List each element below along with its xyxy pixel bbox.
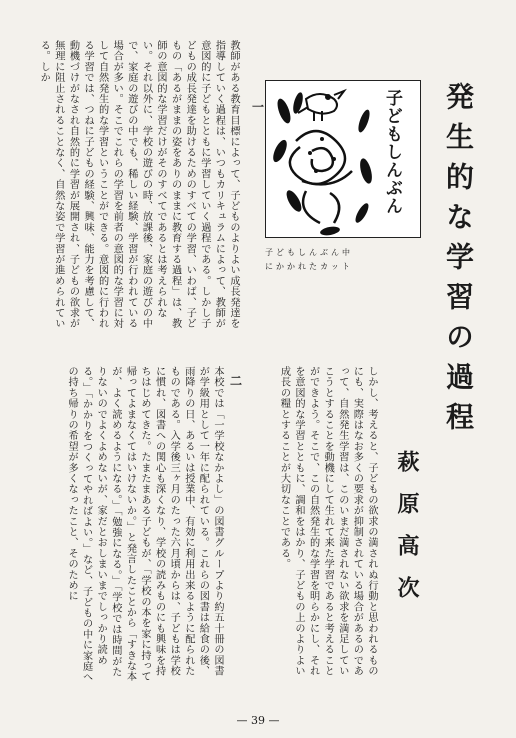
caption-line-1: 子どもしんぶん中 [265, 248, 353, 257]
page-number: — 39 — [236, 714, 280, 727]
caption-line-2: にかかれたカット [265, 262, 353, 271]
body-text-right-column: しかし、考えると、子どもの欲求の満されぬ行動と思われるものにも、実際はなお多くの要求が抑制されている場合があるのであって、自然発生学習は、このいまだ満されない欲求を満足していこうとすることを動機にして生れて来た学習であると考えることができよう。そこで、この自然発生的な学習を明らかにし、それを意図的な学習とともに、調和をはかり、子どもの上のよりよい成長の糧とすることが大切なことである。 [278, 366, 377, 677]
body-text-section-one: 教師がある教育目標によって、子どものよりよい成長発達を指導していく過程は、いつもカリキュラムによって、教師が意図的に子どもとともに学習していく過程である。しかし子どもの成長発達を助けるためのすべての学習、いわば、子どもの「あるがままの姿をありのままに教育する過程」は、教師の意図的な学習だけがそのすべてであるとは考えられない。それ以外に、学校の遊びの時、放課後、家庭の遊びの中で、家庭の遊びの中でも、稀しい経験、学習が行われている場合が多い。そこでこれらの学習を前者の意図的な学習に対して自然発生的な学習ということができる。意図的に行われる学習では、つねに子どもの経験、興味、能力を考慮して、動機づけがなされ自然的に学習が展開され、子どもの欲求が無理に阻止されることなく、自然な姿で学習が進められている。しか [38, 40, 239, 329]
section-marker-two: 二 [230, 374, 243, 388]
body-text-section-two: 本校では「一学校なかよし」の図書グループより約五十冊の図書が学級用として一年に配られている。これらの図書は給食の後、雨降りの日、あるいは授業中、有効に利用出来るように配られたものである。入学後三ヶ月のたった六月頃からは、子どもは学校に慣れ、図書への関心も深くなり、学校の読みものにも興味を持ちはじめてきた。たまたまある子どもが、「学校の本を家に持って帰ってよまなくてはいけないか。」と発言したことから「すきな本が、よく読めるようになる。」「勉強になる。」「学校では時間がたりないのでよくよめないが、家だとおしまいまでしっかり読める。」「かかりをつくってやればよい。」など、子どもの中に家庭への持ち帰りの希望が多くなったこと、そのために [66, 366, 223, 683]
kodomo-shinbun-logo: 子どもしんぶん [382, 89, 402, 215]
article-title: 発生的な学習の過程 [442, 82, 475, 442]
author-name: 萩原高次 [394, 450, 420, 618]
illustration-box [265, 80, 421, 238]
illustration-caption [265, 246, 425, 274]
section-marker-one: 一 [252, 100, 265, 114]
